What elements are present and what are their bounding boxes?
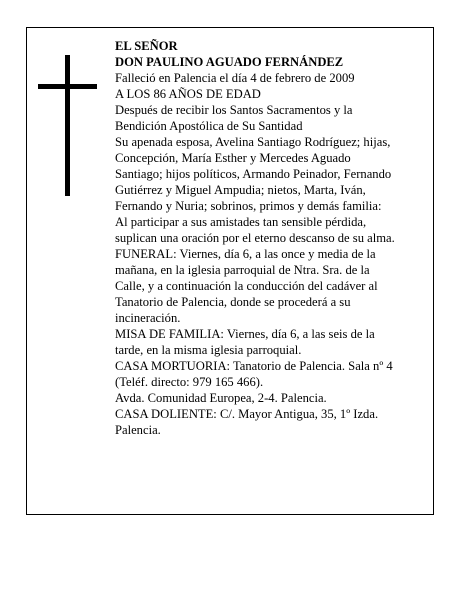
residence-paragraph: CASA DOLIENTE: C/. Mayor Antigua, 35, 1º Izda. Palencia. (115, 407, 379, 437)
cross-horizontal-bar (38, 84, 97, 89)
family-mass-paragraph: MISA DE FAMILIA: Viernes, día 6, a las seis de la tarde, en la misma iglesia parroquial. (115, 327, 375, 357)
mortuary-paragraph: CASA MORTUORIA: Tanatorio de Palencia. Sala nº 4 (Teléf. directo: 979 165 466). (115, 359, 393, 389)
cross-vertical-bar (65, 55, 70, 196)
prayer-request-paragraph: Al participar a sus amistades tan sensible pérdida, suplican una oración por el eterno descanso de su alma. (115, 215, 395, 245)
mortuary-address: Avda. Comunidad Europea, 2-4. Palencia. (115, 391, 327, 405)
obituary-text (115, 38, 425, 438)
sacraments-paragraph: Después de recibir los Santos Sacramentos y la Bendición Apostólica de Su Santidad (115, 103, 353, 133)
family-paragraph: Su apenada esposa, Avelina Santiago Rodríguez; hijas, Concepción, María Esther y Mercedes Aguado Santiago; hijos políticos, Armando Peinador, Fernando Gutiérrez y Miguel Ampudia; nietos, Marta, Iván, Fernando y Nuria; sobrinos, primos y demás familia: (115, 135, 392, 213)
age-statement: A LOS 86 AÑOS DE EDAD (115, 87, 261, 101)
funeral-paragraph: FUNERAL: Viernes, día 6, a las once y media de la mañana, en la iglesia parroquial de Ntra. Sra. de la Calle, y a continuación la conducción del cadáver al Tanatorio de Palencia, donde se procederá a su incineración. (115, 247, 378, 325)
deceased-name: DON PAULINO AGUADO FERNÁNDEZ (115, 55, 344, 69)
death-statement: Falleció en Palencia el día 4 de febrero de 2009 (115, 71, 355, 85)
title-honorific: EL SEÑOR (115, 39, 178, 53)
